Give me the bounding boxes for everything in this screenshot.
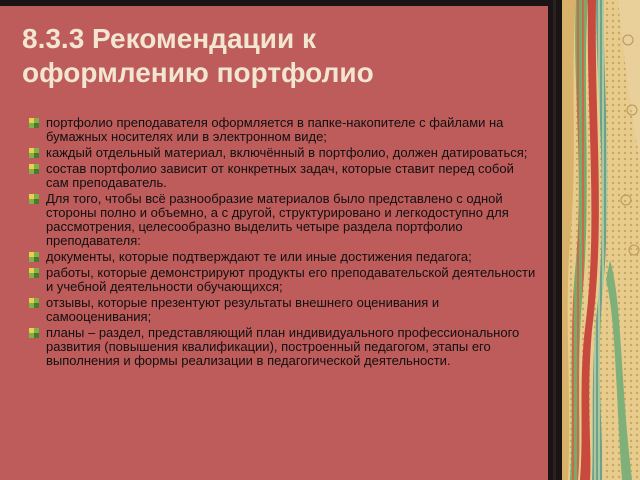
list-item	[26, 192, 536, 248]
bullet-list	[26, 116, 536, 370]
cube-bullet-icon	[29, 298, 39, 308]
cube-bullet-icon	[29, 252, 39, 262]
list-item-text: отзывы, которые презентуют результаты внешнего оценивания и самооценивания;	[46, 295, 440, 324]
list-item-text: портфолио преподавателя оформляется в папке-накопителе с файлами на бумажных носителях или в электронном виде;	[46, 115, 504, 144]
cube-bullet-icon	[29, 164, 39, 174]
slide-title	[22, 22, 542, 90]
list-item	[26, 250, 536, 264]
list-item	[26, 162, 536, 190]
list-item-text: каждый отдельный материал, включённый в портфолио, должен датироваться;	[46, 145, 528, 160]
frame-inner-line	[553, 0, 556, 480]
cube-bullet-icon	[29, 118, 39, 128]
cube-bullet-icon	[29, 148, 39, 158]
cube-bullet-icon	[29, 194, 39, 204]
list-item	[26, 326, 536, 368]
list-item	[26, 266, 536, 294]
list-item	[26, 116, 536, 144]
cube-bullet-icon	[29, 268, 39, 278]
cube-bullet-icon	[29, 328, 39, 338]
list-item-text: Для того, чтобы всё разнообразие материалов было представлено с одной стороны полно и объемно, а с другой, структурировано и легкодоступно для рассмотрения, целесообразно выделить четыре раздела портфолио преподавателя:	[46, 191, 509, 248]
title-line-2: оформлению портфолио	[22, 57, 374, 88]
list-item	[26, 296, 536, 324]
ornament-art	[562, 0, 640, 480]
list-item-text: документы, которые подтверждают те или иные достижения педагога;	[46, 249, 472, 264]
list-item-text: планы – раздел, представляющий план индивидуального профессионального развития (повышения квалификации), построенный педагогом, этапы его выполнения и формы реализации в педагогической деятельности.	[46, 325, 520, 368]
ornamental-border	[562, 0, 640, 480]
list-item-text: работы, которые демонстрируют продукты его преподавательской деятельности и учебной деятельности обучающихся;	[46, 265, 536, 294]
title-line-1: 8.3.3 Рекомендации к	[22, 23, 316, 54]
frame-top-border	[0, 0, 562, 6]
list-item-text: состав портфолио зависит от конкретных задач, которые ставит перед собой сам преподаватель.	[46, 161, 514, 190]
list-item	[26, 146, 536, 160]
